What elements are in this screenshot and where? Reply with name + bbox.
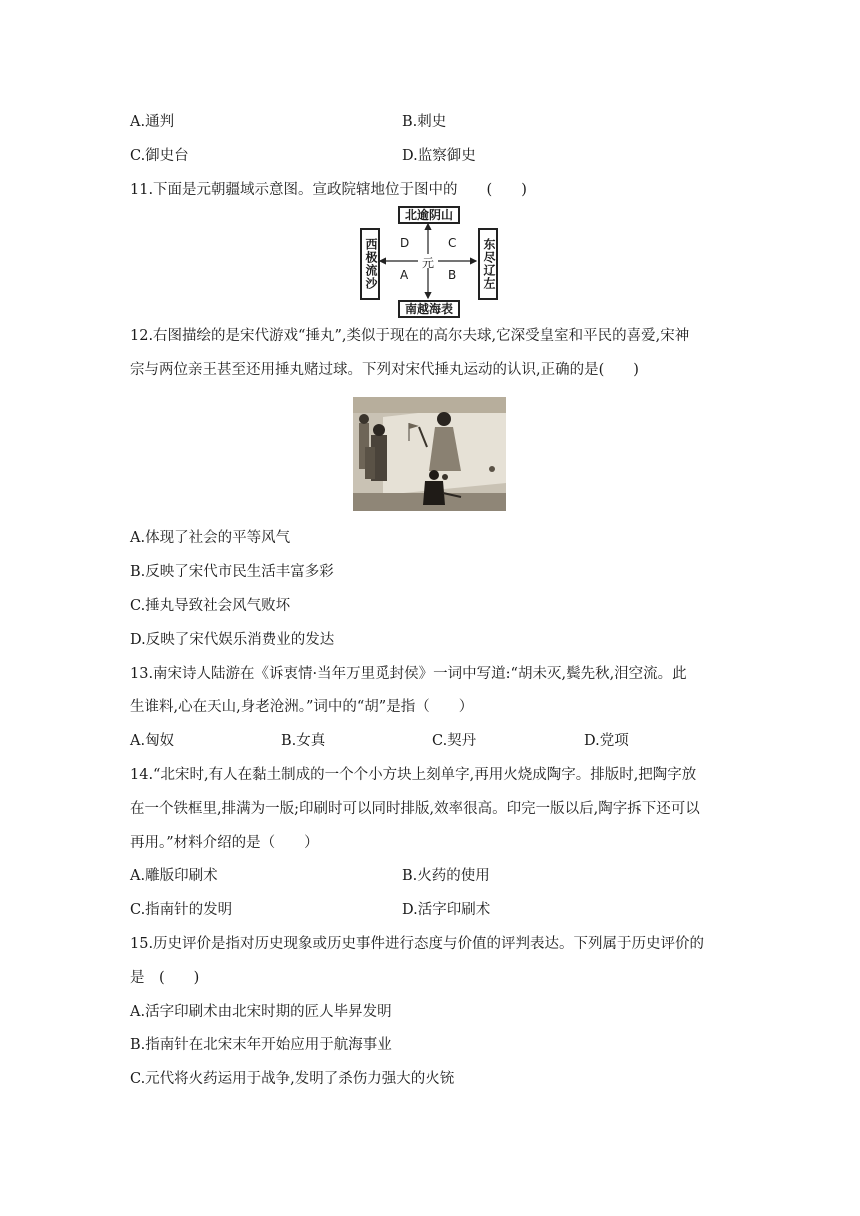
- q12-stem-line1: 12.右图描绘的是宋代游戏“捶丸”,类似于现在的高尔夫球,它深受皇室和平民的喜爱,宋神: [130, 328, 690, 344]
- q14-option-d: D.活字印刷术: [402, 902, 491, 918]
- q12-stem-line2: 宗与两位亲王甚至还用捶丸赌过球。下列对宋代捶丸运动的认识,正确的是( ): [130, 362, 639, 378]
- q13-option-d: D.党项: [584, 733, 629, 749]
- q13-stem-line2: 生谁料,心在天山,身老沧洲。”词中的“胡”是指（ ）: [130, 699, 474, 715]
- west-label: 西极流沙: [360, 228, 380, 300]
- q13-option-c: C.契丹: [432, 733, 477, 749]
- q10-option-d: D.监察御史: [402, 148, 476, 164]
- q12-option-c: C.捶丸导致社会风气败坏: [130, 598, 291, 614]
- q10-option-b: B.刺史: [402, 114, 447, 130]
- q12-option-d: D.反映了宋代娱乐消费业的发达: [130, 632, 335, 648]
- south-label: 南越海表: [398, 300, 460, 318]
- yuan-territory-diagram: [352, 204, 502, 318]
- region-b-label: B: [448, 268, 457, 282]
- q14-option-c: C.指南针的发明: [130, 902, 233, 918]
- q13-option-a: A.匈奴: [130, 733, 175, 749]
- q13-stem-line1: 13.南宋诗人陆游在《诉衷情·当年万里觅封侯》一词中写道:“胡未灭,鬓先秋,泪空流。此: [130, 666, 687, 682]
- q10-option-a: A.通判: [130, 114, 175, 130]
- q15-stem-line2: 是 ( ): [130, 970, 200, 986]
- q12-option-b: B.反映了宋代市民生活丰富多彩: [130, 564, 334, 580]
- north-label: 北逾阴山: [398, 206, 460, 224]
- q14-option-a: A.雕版印刷术: [130, 868, 218, 884]
- region-d-label: D: [400, 236, 410, 250]
- q14-option-b: B.火药的使用: [402, 868, 490, 884]
- region-c-label: C: [448, 236, 457, 250]
- east-label: 东尽辽左: [478, 228, 498, 300]
- q15-option-b: B.指南针在北宋末年开始应用于航海事业: [130, 1037, 392, 1053]
- q14-stem-line3: 再用。”材料介绍的是（ ）: [130, 835, 319, 851]
- q15-option-c: C.元代将火药运用于战争,发明了杀伤力强大的火铳: [130, 1071, 455, 1087]
- region-a-label: A: [400, 268, 409, 282]
- q10-option-c: C.御史台: [130, 148, 189, 164]
- q15-stem-line1: 15.历史评价是指对历史现象或历史事件进行态度与价值的评判表达。下列属于历史评价的: [130, 936, 705, 952]
- q14-stem-line1: 14.“北宋时,有人在黏土制成的一个个小方块上刻单字,再用火烧成陶字。排版时,把陶字放: [130, 767, 697, 783]
- center-label: 元: [422, 256, 435, 270]
- chuiwan-painting-image: [353, 397, 506, 511]
- q14-stem-line2: 在一个铁框里,排满为一版;印刷时可以同时排版,效率很高。印完一版以后,陶字拆下还可以: [130, 801, 700, 817]
- q15-option-a: A.活字印刷术由北宋时期的匠人毕昇发明: [130, 1004, 392, 1020]
- q13-option-b: B.女真: [281, 733, 326, 749]
- q11-stem: 11.下面是元朝疆域示意图。宣政院辖地位于图中的 ( ): [130, 182, 527, 198]
- chuiwan-painting-illustration: [353, 397, 506, 511]
- q12-option-a: A.体现了社会的平等风气: [130, 530, 291, 546]
